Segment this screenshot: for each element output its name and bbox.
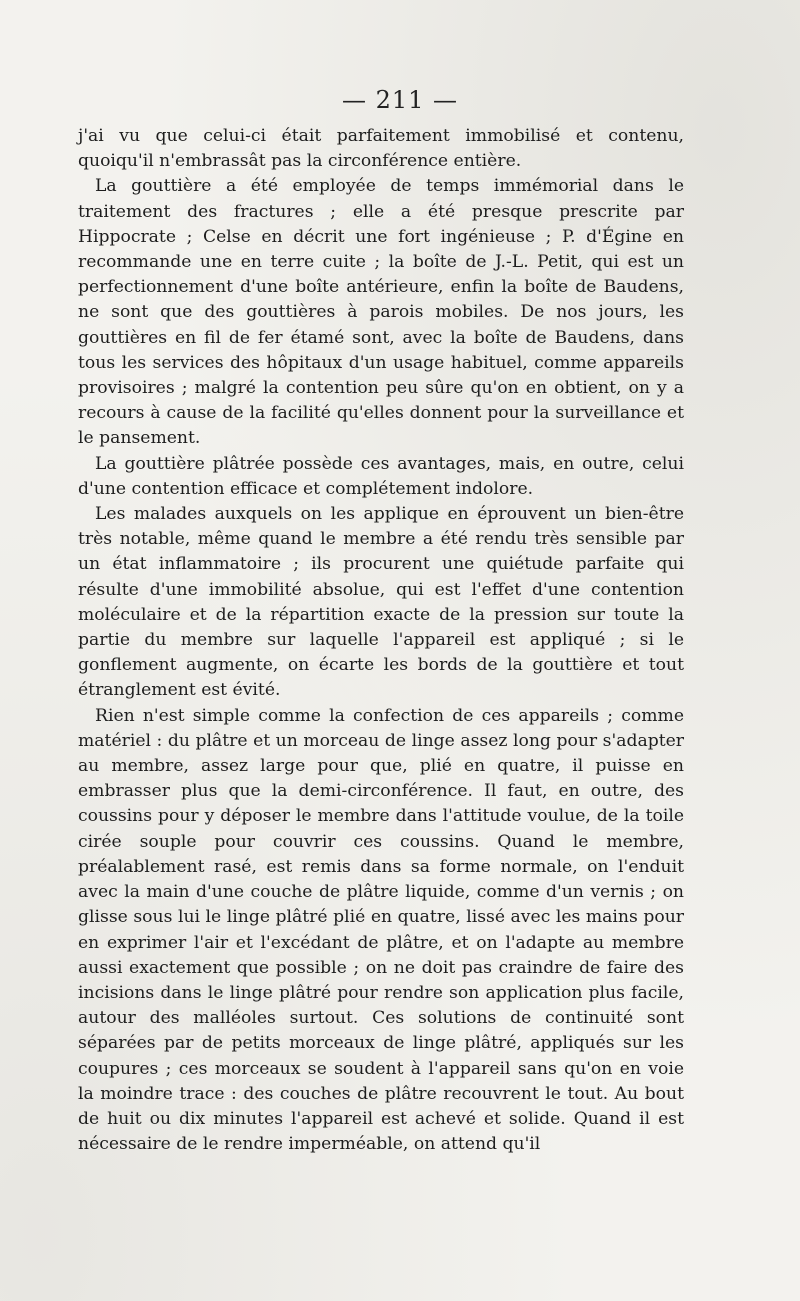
paragraph-continuation: j'ai vu que celui-ci était parfaitement immobilisé et contenu, quoiqu'il n'embrassât pas la circonférence entière. bbox=[78, 126, 684, 172]
paragraph-confection: Rien n'est simple comme la confection de ces appareils ; comme matériel : du plâtre et un morceau de linge assez long pour s'adapter au membre, assez large pour que, plié en quatre, il puisse en embrasser plus que la demi-circonférence. Il faut, en outre, des coussins pour y déposer le membre dans l'attitude voulue, de la toile cirée souple pour couvrir ces coussins. Quand le membre, préalablement rasé, est remis dans sa forme normale, on l'enduit avec la main d'une couche de plâtre liquide, comme d'un vernis ; on glisse sous lui le linge plâtré plié en quatre, lissé avec les mains pour en exprimer l'air et l'excédant de plâtre, et on l'adapte au membre aussi exactement que possible ; on ne doit pas craindre de faire des incisions dans le linge plâtré pour rendre son application plus facile, autour des malléoles surtout. Ces solutions de continuité sont séparées par de petits morceaux de linge plâtré, appliqués sur les coupures ; ces morceaux se soudent à l'appareil sans qu'on en voie la moindre trace : des couches de plâtre recouvrent le tout. Au bout de huit ou dix minutes l'appareil est achevé et solide. Quand il est nécessaire de le rendre imperméable, on attend qu'il bbox=[78, 705, 684, 1155]
page-number: — 211 — bbox=[341, 86, 459, 114]
paragraph-malades: Les malades auxquels on les applique en éprouvent un bien-être très notable, même quand le membre a été rendu très sensible par un état inflammatoire ; ils procurent une quiétude parfaite qui résulte d'une immobilité absolue, qui est l'effet d'une contention moléculaire et de la répartition exacte de la pression sur toute la partie du membre sur laquelle l'appareil est appliqué ; si le gonflement augmente, on écarte les bords de la gouttière et tout étranglement est évité. bbox=[78, 504, 684, 701]
body-text bbox=[78, 124, 684, 1157]
paragraph-gouttiere-platree: La gouttière plâtrée possède ces avantages, mais, en outre, celui d'une contention efficace et complétement indolore. bbox=[78, 453, 684, 499]
paragraph-gouttiere-history: La gouttière a été employée de temps immémorial dans le traitement des fractures ; elle a été presque prescrite par Hippocrate ; Celse en décrit une fort ingénieuse ; P. d'Égine en recommande une en terre cuite ; la boîte de J.-L. Petit, qui est un perfectionnement d'une boîte antérieure, enfin la boîte de Baudens, ne sont que des gouttières à parois mobiles. De nos jours, les gouttières en fil de fer étamé sont, avec la boîte de Baudens, dans tous les services des hôpitaux d'un usage habituel, comme appareils provisoires ; malgré la contention peu sûre qu'on en obtient, on y a recours à cause de la facilité qu'elles donnent pour la surveillance et le pansement. bbox=[78, 176, 684, 449]
